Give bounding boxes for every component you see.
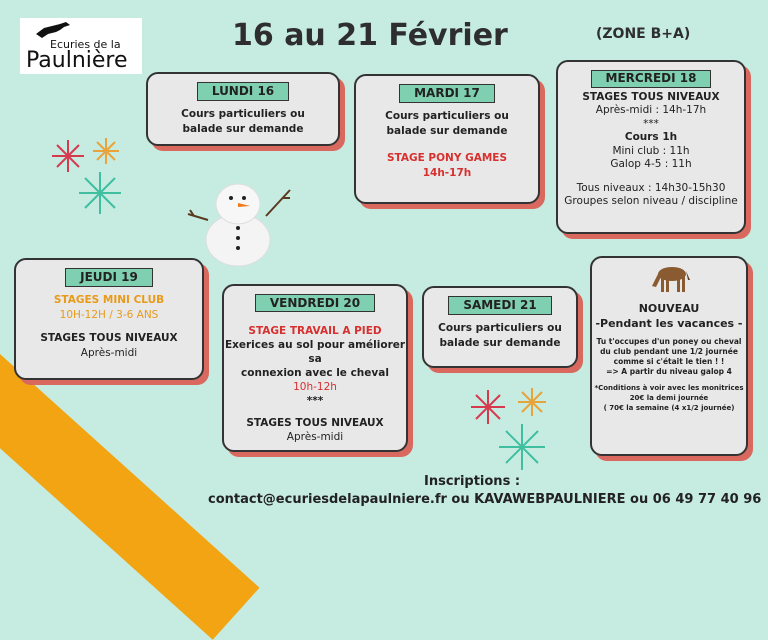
card-text: Après-midi : 14h-17h <box>595 104 707 116</box>
card-text: Tu t'occupes d'un poney ou cheval <box>596 337 742 346</box>
card-text: Exerices au sol pour améliorer sa <box>224 339 406 365</box>
card-samedi <box>422 286 578 368</box>
contact-line: contact@ecuriesdelapaulniere.fr ou KAVAWEBPAULNIERE ou 06 49 77 40 96 <box>208 492 762 507</box>
card-text: Tous niveaux : 14h30-15h30 <box>576 181 726 194</box>
card-text: Cours particuliers ou <box>385 110 509 122</box>
inscriptions-label: Inscriptions : <box>424 474 521 489</box>
card-text: *** <box>643 117 659 130</box>
card-text: STAGES TOUS NIVEAUX <box>582 90 720 103</box>
card-text: STAGES TOUS NIVEAUX <box>40 332 178 344</box>
card-jeudi <box>14 258 204 380</box>
day-tag: JEUDI 19 <box>65 268 153 287</box>
card-text: -Pendant les vacances - <box>595 317 743 330</box>
card-mardi <box>354 74 540 204</box>
horse-grazing-icon <box>646 262 692 296</box>
card-text: balade sur demande <box>439 337 561 349</box>
snowflakes-left <box>50 136 130 216</box>
card-text: Cours particuliers ou <box>438 322 562 334</box>
card-text: Groupes selon niveau / discipline <box>564 195 738 207</box>
card-text: comme si c'était le tien ! ! <box>613 357 725 366</box>
logo-line1: Ecuries de la <box>50 38 121 51</box>
card-text: STAGES MINI CLUB <box>53 294 165 306</box>
snowman-illustration <box>186 168 296 268</box>
card-text: NOUVEAU <box>638 302 700 315</box>
card-text: 10h-12h <box>293 381 337 393</box>
card-text: STAGE PONY GAMES <box>386 152 508 164</box>
page-title: 16 au 21 Février <box>232 18 508 53</box>
card-text: balade sur demande <box>386 125 508 137</box>
day-tag: SAMEDI 21 <box>448 296 551 315</box>
card-text: du club pendant une 1/2 journée <box>600 347 738 356</box>
day-tag: VENDREDI 20 <box>255 294 375 312</box>
card-text: *Conditions à voir avec les monitrices <box>594 384 744 392</box>
card-text: 14h-17h <box>422 167 472 179</box>
day-tag: MERCREDI 18 <box>591 70 712 88</box>
card-mercredi <box>556 60 746 234</box>
card-text: Cours 1h <box>624 131 678 143</box>
card-text: 10H-12H / 3-6 ANS <box>59 309 159 321</box>
card-text: Après-midi <box>80 347 138 359</box>
card-text: balade sur demande <box>182 123 304 135</box>
card-text: connexion avec le cheval <box>241 367 389 379</box>
snowflakes-right <box>470 386 560 472</box>
card-lundi <box>146 72 340 146</box>
card-text: ( 70€ la semaine (4 x1/2 journée) <box>603 404 735 412</box>
card-text: Galop 4-5 : 11h <box>610 158 692 170</box>
card-nouveau <box>590 256 748 456</box>
card-text: Mini club : 11h <box>612 144 690 157</box>
card-text: => A partir du niveau galop 4 <box>606 367 732 376</box>
card-text: 20€ la demi journée <box>629 394 709 402</box>
card-text: *** <box>306 395 324 407</box>
day-tag: MARDI 17 <box>399 84 495 103</box>
logo-line2: Paulnière <box>26 48 128 73</box>
zone-label: (ZONE B+A) <box>596 26 691 42</box>
day-tag: LUNDI 16 <box>197 82 289 101</box>
card-text: STAGE TRAVAIL A PIED <box>248 325 382 337</box>
card-text: Après-midi <box>286 431 344 443</box>
card-text: STAGES TOUS NIVEAUX <box>246 417 384 429</box>
card-text: Cours particuliers ou <box>181 108 305 120</box>
card-vendredi <box>222 284 408 452</box>
logo <box>20 18 142 74</box>
